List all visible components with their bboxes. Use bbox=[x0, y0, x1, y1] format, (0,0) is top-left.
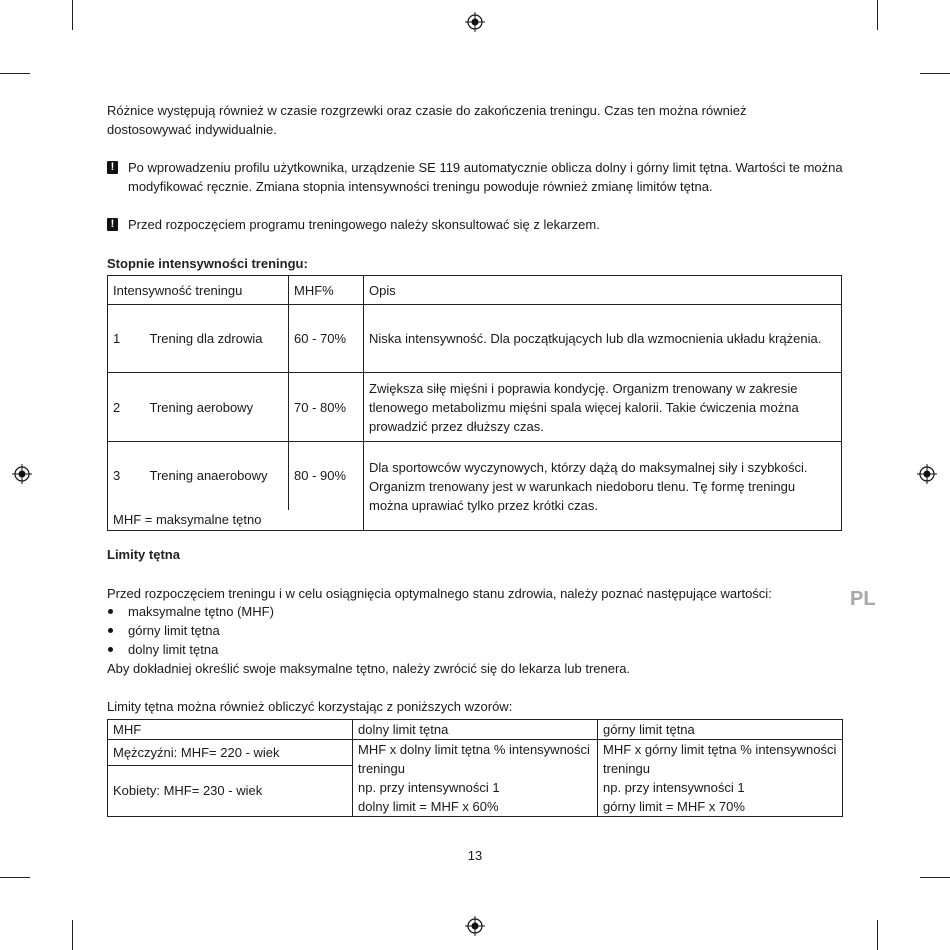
intensity-table bbox=[107, 275, 842, 531]
registration-mark-icon bbox=[465, 12, 485, 32]
list-item: dolny limit tętna bbox=[107, 640, 274, 659]
row-number: 2 bbox=[108, 373, 145, 442]
list-item: maksymalne tętno (MHF) bbox=[107, 602, 274, 621]
lower-example: np. przy intensywności 1 bbox=[358, 780, 500, 795]
warning-text: Przed rozpoczęciem programu treningowego należy skonsultować się z lekarzem. bbox=[128, 217, 600, 232]
registration-mark-icon bbox=[917, 464, 937, 484]
warning-note bbox=[107, 215, 847, 234]
header-upper-limit: górny limit tętna bbox=[598, 720, 843, 740]
limits-intro: Przed rozpoczęciem treningu i w celu osiągnięcia optymalnego stanu zdrowia, należy poznać następujące wartości: bbox=[107, 586, 772, 601]
header-lower-limit: dolny limit tętna bbox=[353, 720, 598, 740]
crop-mark bbox=[920, 877, 950, 878]
upper-limit-cell bbox=[598, 740, 843, 817]
table-footnote: MHF = maksymalne tętno bbox=[108, 510, 364, 531]
header-mhf: MHF bbox=[108, 720, 353, 740]
crop-mark bbox=[0, 73, 30, 74]
intro-paragraph: Różnice występują również w czasie rozgrzewki oraz czasie do zakończenia treningu. Czas ten można również dostosowywać indywidualnie. bbox=[107, 103, 747, 137]
crop-mark bbox=[877, 0, 878, 30]
crop-mark bbox=[0, 877, 30, 878]
formula-table bbox=[107, 719, 843, 817]
table-row bbox=[108, 442, 842, 510]
limits-bullet-list bbox=[107, 602, 274, 659]
row-mhf: 60 - 70% bbox=[289, 305, 364, 373]
men-formula: Mężczyźni: MHF= 220 - wiek bbox=[108, 740, 353, 766]
row-number: 1 bbox=[108, 305, 145, 373]
list-item: górny limit tętna bbox=[107, 621, 274, 640]
page-number: 13 bbox=[467, 848, 483, 863]
header-description: Opis bbox=[364, 276, 842, 305]
upper-example: np. przy intensywności 1 bbox=[603, 780, 745, 795]
warning-note bbox=[107, 158, 847, 196]
crop-mark bbox=[72, 0, 73, 30]
table-row bbox=[108, 740, 843, 766]
row-mhf: 80 - 90% bbox=[289, 442, 364, 510]
upper-formula: MHF x górny limit tętna % intensywności treningu bbox=[603, 742, 837, 776]
row-description: Zwiększa siłę mięśni i poprawia kondycję. Organizm trenowany w zakresie tlenowego metabolizmu mięśni spala więcej kalorii. Takie ćwiczenia można prowadzić przez dłuższy czas. bbox=[364, 373, 842, 442]
section-heading: Stopnie intensywności treningu: bbox=[107, 256, 308, 271]
row-number: 3 bbox=[108, 442, 145, 510]
language-tag: PL bbox=[850, 588, 876, 610]
women-formula: Kobiety: MHF= 230 - wiek bbox=[108, 765, 353, 816]
lower-formula: MHF x dolny limit tętna % intensywności treningu bbox=[358, 742, 590, 776]
crop-mark bbox=[877, 920, 878, 950]
row-mhf: 70 - 80% bbox=[289, 373, 364, 442]
row-name: Trening aerobowy bbox=[145, 373, 289, 442]
crop-mark bbox=[920, 73, 950, 74]
table-row bbox=[108, 305, 842, 373]
section-heading: Limity tętna bbox=[107, 547, 180, 562]
table-row bbox=[108, 373, 842, 442]
lower-limit-cell bbox=[353, 740, 598, 817]
warning-text: Po wprowadzeniu profilu użytkownika, urządzenie SE 119 automatycznie oblicza dolny i górny limit tętna. Wartości te można modyfikować ręcznie. Zmiana stopnia intensywności treningu powoduje również zmianę limitów tętna. bbox=[128, 160, 843, 194]
registration-mark-icon bbox=[12, 464, 32, 484]
row-name: Trening dla zdrowia bbox=[145, 305, 289, 373]
header-intensity: Intensywność treningu bbox=[108, 276, 289, 305]
crop-mark bbox=[72, 920, 73, 950]
registration-mark-icon bbox=[465, 916, 485, 936]
formula-intro: Limity tętna można również obliczyć korzystając z poniższych wzorów: bbox=[107, 699, 513, 714]
row-description: Niska intensywność. Dla początkujących lub dla wzmocnienia układu krążenia. bbox=[364, 305, 842, 373]
table-header-row bbox=[108, 720, 843, 740]
lower-result: dolny limit = MHF x 60% bbox=[358, 799, 499, 814]
warning-icon: ! bbox=[107, 161, 118, 174]
upper-result: górny limit = MHF x 70% bbox=[603, 799, 745, 814]
header-mhf: MHF% bbox=[289, 276, 364, 305]
limits-advice: Aby dokładniej określić swoje maksymalne tętno, należy zwrócić się do lekarza lub trenera. bbox=[107, 661, 631, 676]
row-description: Dla sportowców wyczynowych, którzy dążą do maksymalnej siły i szybkości. Organizm trenowany jest w warunkach niedoboru tlenu. Tę formę treningu można uprawiać tylko przez krótki czas. bbox=[364, 442, 842, 531]
row-name: Trening anaerobowy bbox=[145, 442, 289, 510]
table-header-row bbox=[108, 276, 842, 305]
warning-icon: ! bbox=[107, 218, 118, 231]
